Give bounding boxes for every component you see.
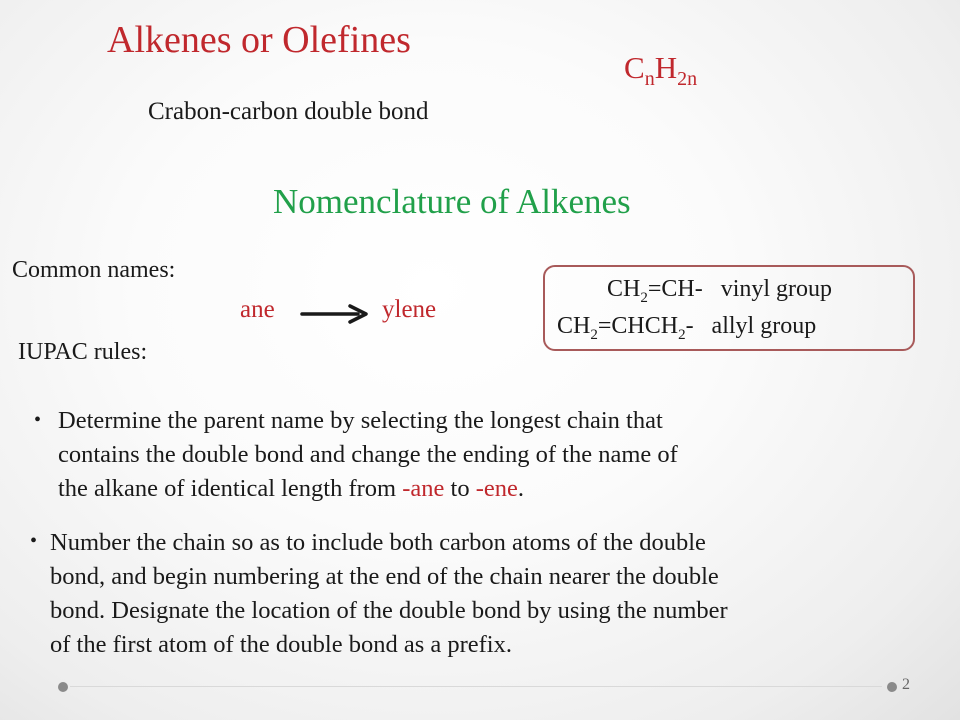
allyl-sub2: 2 [678,326,686,343]
suffix-to: ylene [382,296,437,323]
suffix-ene: -ene [475,475,518,502]
iupac-rules-label: IUPAC rules: [18,339,148,365]
bullet-icon: • [30,530,38,552]
common-names-label: Common names: [12,257,176,283]
vinyl-rest: =CH- vinyl group [647,276,833,302]
footer-line [70,686,882,687]
rule-2 [50,526,728,662]
rule-1-line-2: contains the double bond and change the ending of the name of [58,441,678,468]
rule-1-line-3-post: . [517,475,525,502]
allyl-sub1: 2 [590,326,598,343]
suffix-ane: -ane [402,475,445,502]
footer-dot-right [887,682,897,692]
formula-base-h: H [654,50,678,85]
rule-1-line-1: Determine the parent name by selecting the longest chain that [58,407,663,434]
allyl-group-row [557,313,816,344]
vinyl-group-row [607,276,832,307]
page-number: 2 [902,676,910,693]
rule-1-line-3-pre: the alkane of identical length from [58,475,403,502]
section-heading: Nomenclature of Alkenes [273,182,631,221]
general-formula [624,50,697,91]
rule-2-line-3: bond. Designate the location of the double bond by using the number [50,597,728,624]
rule-2-line-4: of the first atom of the double bond as a prefix. [50,631,512,658]
rule-1 [58,404,678,506]
allyl-rest: - allyl group [685,313,817,339]
slide-title: Alkenes or Olefines [107,19,411,61]
footer-dot-left [58,682,68,692]
vinyl-ch: CH [607,276,641,302]
slide-subtitle: Crabon-carbon double bond [148,98,429,125]
bullet-icon: • [34,409,42,431]
rule-1-line-3 [58,472,678,506]
suffix-from: ane [240,296,275,323]
right-arrow-icon [300,302,370,329]
allyl-ch: CH [557,313,591,339]
formula-sub-2n: 2n [677,68,698,91]
formula-base-c: C [624,50,645,85]
formula-sub-n: n [644,68,655,91]
vinyl-sub: 2 [640,289,648,306]
rule-1-line-3-mid: to [444,475,476,502]
rule-2-line-1: Number the chain so as to include both carbon atoms of the double [50,529,706,556]
rule-2-line-2: bond, and begin numbering at the end of the chain nearer the double [50,563,719,590]
allyl-mid: =CHCH [597,313,679,339]
